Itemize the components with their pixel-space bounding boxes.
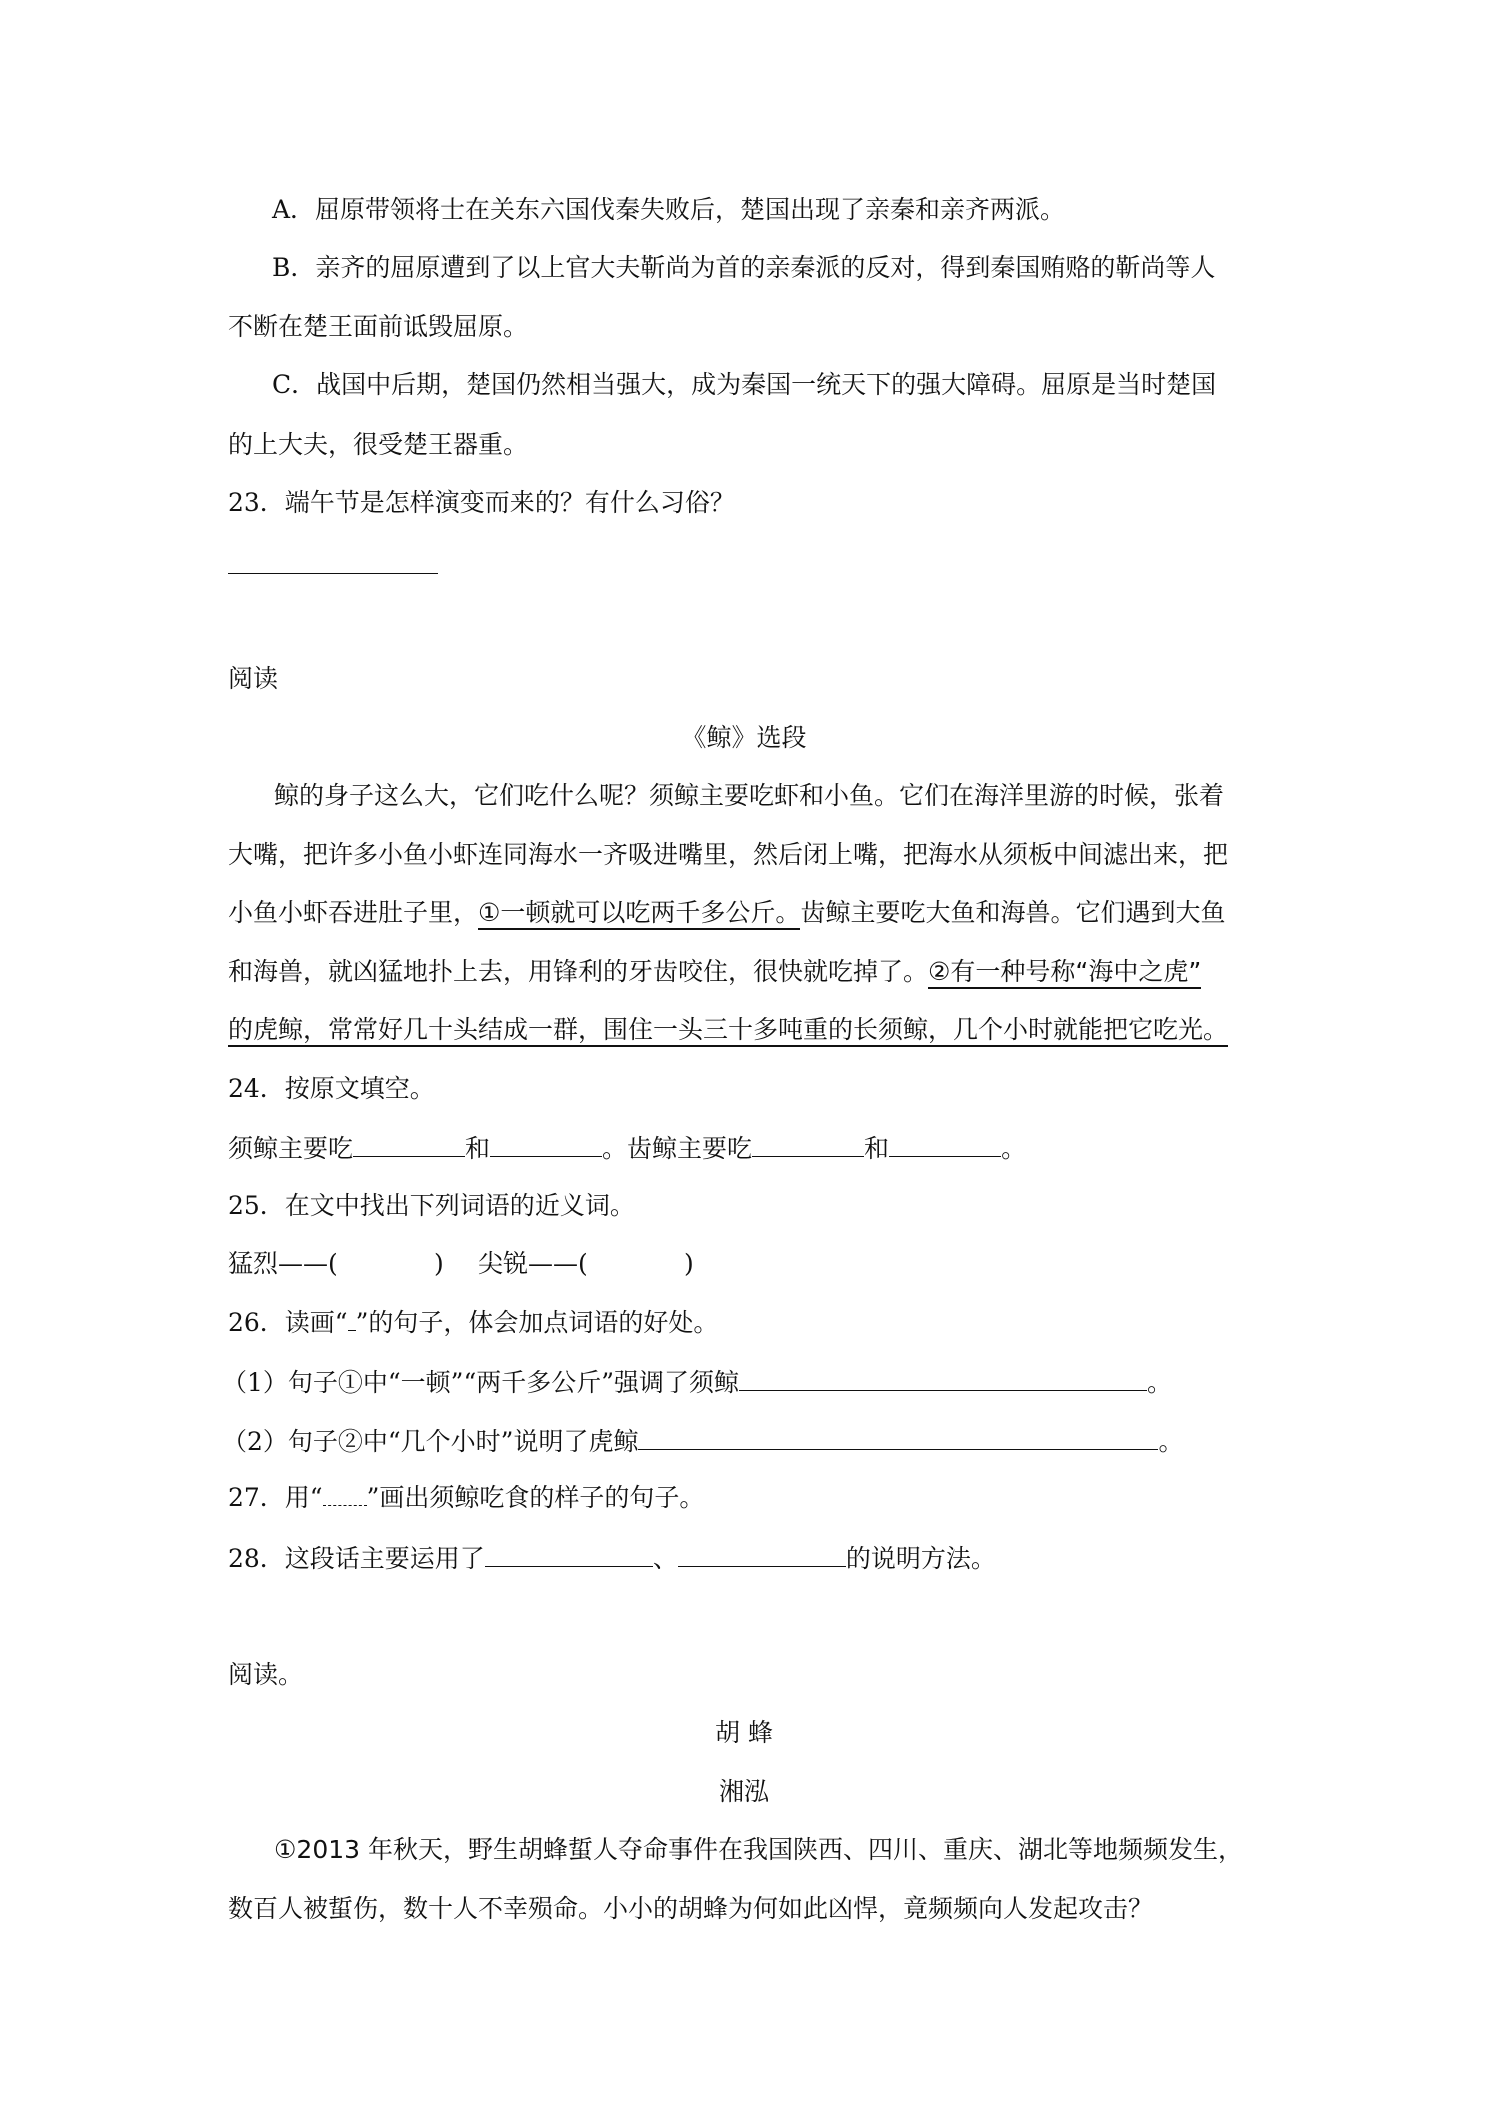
q22-option-c-line2: 的上大夫，很受楚王器重。: [228, 430, 529, 459]
q22-option-b-line2: 不断在楚王面前诋毁屈原。: [228, 312, 529, 341]
passage-line-2: 大嘴，把许多小鱼小虾连同海水一齐吸进嘴里，然后闭上嘴，把海水从须板中间滤出来，把: [228, 840, 1229, 869]
passage-line-3-c: 齿鲸主要吃大鱼和海兽。它们遇到大鱼: [800, 898, 1226, 927]
q24-text-3: 。齿鲸主要吃: [602, 1134, 753, 1163]
section1-label: 阅读: [228, 664, 279, 693]
q26-text-a: 26．读画“: [228, 1308, 348, 1337]
passage-line-4: [228, 955, 1201, 989]
section2-line-1: ①2013 年秋天，野生胡蜂蜇人夺命事件在我国陕西、四川、重庆、湖北等地频频发生，: [274, 1835, 1243, 1864]
q25-word-2-close: ): [684, 1249, 694, 1278]
q25-word-1-close: ): [434, 1249, 444, 1278]
q24-text-2: 和: [465, 1134, 491, 1163]
q26-question: [228, 1306, 718, 1340]
passage-line-4-a: 和海兽，就凶猛地扑上去，用锋利的牙齿咬住，很快就吃掉了。: [228, 957, 929, 986]
q28-text-b: 的说明方法。: [845, 1544, 996, 1573]
q24-question: 24．按原文填空。: [228, 1074, 435, 1103]
q24-text-5: 。: [1001, 1134, 1027, 1163]
q26-sub-2-text: （2）句子②中“几个小时”说明了虎鲸: [222, 1427, 639, 1456]
q23-question: 23．端午节是怎样演变而来的？有什么习俗？: [228, 488, 735, 517]
q28-text-a: 28．这段话主要运用了: [228, 1544, 485, 1573]
q27-wavy-line-symbol: [323, 1483, 367, 1506]
q26-sub-1-text: （1）句子①中“一顿”“两千多公斤”强调了须鲸: [222, 1368, 740, 1397]
q26-sub-1-blank[interactable]: [739, 1364, 1147, 1391]
q28-blank-2[interactable]: [678, 1540, 846, 1567]
q23-answer-line[interactable]: [228, 573, 438, 574]
q26-sub-2-end: 。: [1158, 1427, 1184, 1456]
q27-text-b: ”画出须鲸吃食的样子的句子。: [366, 1483, 705, 1512]
sentence-1-underlined: ①一顿就可以吃两千多公斤。: [478, 898, 800, 930]
q22-option-a: A．屈原带领将士在关东六国伐秦失败后，楚国出现了亲秦和亲齐两派。: [272, 195, 1066, 224]
sentence-2-underlined-part1: ②有一种号称“海中之虎”: [928, 957, 1201, 989]
q27-text-a: 27．用“: [228, 1483, 323, 1512]
passage-line-5: [228, 1013, 1228, 1047]
q26-sub-2: [222, 1423, 1183, 1459]
q25-word-2-label: 尖锐——(: [478, 1249, 588, 1278]
q25-question: 25．在文中找出下列词语的近义词。: [228, 1191, 635, 1220]
q28-question: [228, 1540, 996, 1576]
passage-line-3-a: 小鱼小虾吞进肚子里，: [228, 898, 479, 927]
q24-blank-4[interactable]: [889, 1130, 1001, 1157]
q22-option-b-line1: B．亲齐的屈原遭到了以上官大夫靳尚为首的亲秦派的反对，得到秦国贿赂的靳尚等人: [272, 253, 1216, 282]
q26-sub-2-blank[interactable]: [638, 1423, 1158, 1450]
q28-blank-1[interactable]: [485, 1540, 653, 1567]
q25-word-1-label: 猛烈——(: [228, 1249, 338, 1278]
q28-separator: 、: [652, 1544, 678, 1573]
q26-text-b: ”的句子，体会加点词语的好处。: [355, 1308, 719, 1337]
q26-sub-1: [222, 1364, 1172, 1400]
section1-title: 《鲸》选段: [681, 723, 807, 752]
section2-author: 湘泓: [718, 1777, 769, 1806]
section2-line-2: 数百人被蜇伤，数十人不幸殒命。小小的胡蜂为何如此凶悍，竟频频向人发起攻击？: [228, 1894, 1154, 1923]
q24-blank-3[interactable]: [752, 1130, 864, 1157]
q24-fill-line: [228, 1130, 1026, 1166]
q27-question: [228, 1481, 704, 1515]
section2-label: 阅读。: [228, 1660, 304, 1689]
q26-underline-symbol: [348, 1308, 356, 1331]
section2-title: 胡 蜂: [715, 1718, 773, 1747]
passage-line-1: 鲸的身子这么大，它们吃什么呢？须鲸主要吃虾和小鱼。它们在海洋里游的时候，张着: [274, 781, 1225, 810]
q26-sub-1-end: 。: [1147, 1368, 1173, 1397]
q24-blank-2[interactable]: [490, 1130, 602, 1157]
q22-option-c-line1: C．战国中后期，楚国仍然相当强大，成为秦国一统天下的强大障碍。屈原是当时楚国: [272, 370, 1217, 399]
sentence-2-underlined-part2: 的虎鲸，常常好几十头结成一群，围住一头三十多吨重的长须鲸，几个小时就能把它吃光。: [228, 1015, 1228, 1047]
q24-blank-1[interactable]: [353, 1130, 465, 1157]
passage-line-3: [228, 896, 1225, 930]
q24-text-1: 须鲸主要吃: [228, 1134, 354, 1163]
q24-text-4: 和: [864, 1134, 890, 1163]
